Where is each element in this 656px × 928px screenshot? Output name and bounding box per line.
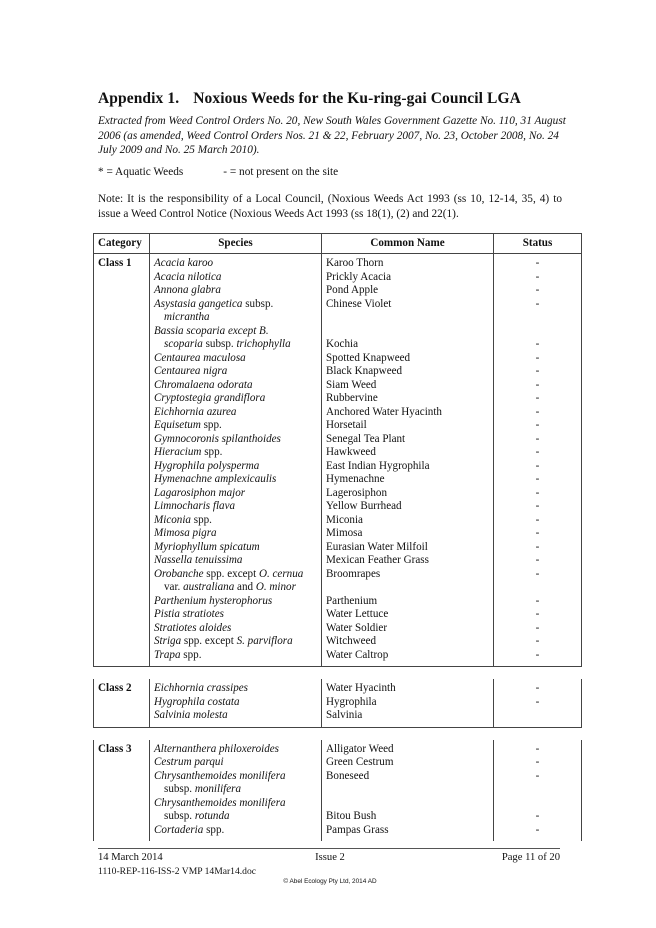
- table-row: [94, 635, 582, 649]
- table-row: [94, 568, 582, 595]
- species-name: [154, 392, 317, 406]
- species-name-part: Bassia scoparia except B.: [154, 324, 269, 337]
- legend-not-present: - = not present on the site: [223, 166, 339, 178]
- species-cell: [150, 527, 322, 541]
- appendix-number: Appendix 1.: [98, 90, 180, 107]
- status-cell: -: [494, 608, 582, 622]
- table-row: [94, 770, 582, 797]
- category-cell: [94, 446, 150, 460]
- species-name-part: spp.: [203, 823, 225, 836]
- status-cell: -: [494, 271, 582, 285]
- category-cell: [94, 487, 150, 501]
- species-name-part: Chromalaena odorata: [154, 378, 253, 391]
- status-cell: -: [494, 568, 582, 595]
- status-cell: -: [494, 740, 582, 757]
- species-name-part: Mimosa pigra: [154, 527, 217, 539]
- species-name-part: Chrysanthemoides monilifera: [154, 796, 286, 809]
- group-spacer: [94, 727, 582, 740]
- status-cell: -: [494, 254, 582, 271]
- category-cell: [94, 527, 150, 541]
- species-name: [154, 608, 317, 622]
- common-name-cell: East Indian Hygrophila: [322, 460, 494, 474]
- category-cell: [94, 325, 150, 352]
- species-cell: [150, 635, 322, 649]
- species-name: [154, 419, 317, 433]
- species-name-continued: [154, 338, 317, 352]
- species-name-part: Parthenium hysterophorus: [154, 594, 273, 607]
- species-name-part: Hymenachne amplexicaulis: [154, 473, 277, 485]
- common-name-cell: Senegal Tea Plant: [322, 433, 494, 447]
- category-cell: [94, 696, 150, 710]
- common-name-cell: Water Caltrop: [322, 649, 494, 667]
- species-name: [154, 379, 317, 393]
- table-row: [94, 473, 582, 487]
- species-cell: [150, 419, 322, 433]
- species-name: [154, 271, 317, 285]
- species-name-part: Chrysanthemoides monilifera: [154, 769, 286, 782]
- table-row: [94, 554, 582, 568]
- species-name-part: Striga: [154, 635, 182, 647]
- group-spacer: [94, 667, 582, 680]
- species-cell: [150, 392, 322, 406]
- table-row: [94, 365, 582, 379]
- table-header-row: [94, 234, 582, 254]
- category-cell: [94, 473, 150, 487]
- status-cell: -: [494, 406, 582, 420]
- common-name-cell: Yellow Burrhead: [322, 500, 494, 514]
- species-cell: [150, 298, 322, 325]
- species-cell: [150, 554, 322, 568]
- species-name-part: Centaurea maculosa: [154, 351, 246, 364]
- species-name-part: Gymnocoronis spilanthoides: [154, 432, 281, 445]
- species-cell: [150, 271, 322, 285]
- species-name-part: Acacia nilotica: [154, 270, 222, 283]
- category-cell: [94, 365, 150, 379]
- species-name: [154, 527, 317, 541]
- species-name-part: subsp.: [242, 297, 274, 310]
- species-cell: [150, 473, 322, 487]
- species-name: [154, 568, 317, 582]
- common-name-cell: Spotted Knapweed: [322, 352, 494, 366]
- status-cell: -: [494, 446, 582, 460]
- common-name-cell: Boneseed: [322, 770, 494, 797]
- category-cell: [94, 595, 150, 609]
- species-name-continued: [154, 783, 317, 797]
- table-row: [94, 756, 582, 770]
- table-row: [94, 271, 582, 285]
- category-cell: [94, 419, 150, 433]
- category-cell: [94, 352, 150, 366]
- status-cell: -: [494, 379, 582, 393]
- category-cell: [94, 554, 150, 568]
- species-name-part: Asystasia gangetica: [154, 297, 243, 310]
- species-cell: [150, 568, 322, 595]
- species-name: [154, 257, 317, 271]
- species-cell: [150, 770, 322, 797]
- status-cell: -: [494, 365, 582, 379]
- species-name: [154, 770, 317, 784]
- species-name-part: Trapa: [154, 648, 181, 661]
- species-cell: [150, 709, 322, 727]
- table-row: [94, 649, 582, 667]
- category-cell: [94, 608, 150, 622]
- table-row: [94, 622, 582, 636]
- footer-divider: [98, 848, 560, 849]
- species-name: [154, 284, 317, 298]
- common-name-cell: Water Soldier: [322, 622, 494, 636]
- common-name-cell: Pampas Grass: [322, 824, 494, 842]
- common-name-cell: Horsetail: [322, 419, 494, 433]
- species-cell: [150, 541, 322, 555]
- header-common-name: Common Name: [322, 234, 494, 254]
- common-name-cell: Salvinia: [322, 709, 494, 727]
- status-cell: -: [494, 541, 582, 555]
- species-name-part: rotunda: [194, 810, 230, 822]
- status-cell: -: [494, 298, 582, 325]
- category-cell: [94, 406, 150, 420]
- species-cell: [150, 740, 322, 757]
- species-name-part: Nassella tenuissima: [154, 554, 243, 566]
- status-cell: -: [494, 473, 582, 487]
- category-cell: [94, 797, 150, 824]
- species-name-part: Cestrum parqui: [154, 756, 224, 768]
- category-cell: [94, 514, 150, 528]
- species-name-part: spp.: [201, 446, 223, 458]
- species-name: [154, 406, 317, 420]
- footer-document-id: 1110-REP-116-ISS-2 VMP 14Mar14.doc: [98, 866, 257, 877]
- status-cell: -: [494, 696, 582, 710]
- species-name: [154, 756, 317, 770]
- table-row: [94, 541, 582, 555]
- species-name: [154, 325, 317, 339]
- species-name-part: Acacia karoo: [154, 257, 214, 269]
- species-cell: [150, 254, 322, 271]
- status-cell: -: [494, 352, 582, 366]
- species-name: [154, 824, 317, 838]
- species-name-part: subsp.: [202, 338, 237, 350]
- species-name-part: subsp.: [164, 810, 195, 822]
- species-name-part: Annona glabra: [154, 284, 221, 296]
- category-cell: [94, 298, 150, 325]
- species-name-part: monilifera: [194, 783, 242, 795]
- species-name-part: scoparia: [164, 338, 203, 350]
- category-cell: Class 3: [94, 740, 150, 757]
- status-cell: -: [494, 649, 582, 667]
- species-name: [154, 554, 317, 568]
- status-cell: -: [494, 392, 582, 406]
- status-cell: -: [494, 419, 582, 433]
- species-cell: [150, 696, 322, 710]
- species-cell: [150, 514, 322, 528]
- table-row: [94, 406, 582, 420]
- status-cell: -: [494, 433, 582, 447]
- common-name-cell: Hymenachne: [322, 473, 494, 487]
- species-name: [154, 433, 317, 447]
- species-name: [154, 622, 317, 636]
- species-name-part: Hygrophila polysperma: [154, 459, 260, 472]
- table-row: [94, 487, 582, 501]
- common-name-cell: Pond Apple: [322, 284, 494, 298]
- common-name-cell: Kochia: [322, 325, 494, 352]
- common-name-cell: Prickly Acacia: [322, 271, 494, 285]
- status-cell: -: [494, 284, 582, 298]
- table-row: [94, 446, 582, 460]
- category-cell: Class 2: [94, 679, 150, 696]
- species-name-part: spp. except: [181, 635, 237, 647]
- common-name-cell: Green Cestrum: [322, 756, 494, 770]
- species-name: [154, 352, 317, 366]
- species-name-part: Myriophyllum spicatum: [154, 540, 260, 553]
- common-name-cell: Miconia: [322, 514, 494, 528]
- table-row: [94, 679, 582, 696]
- species-name-part: spp.: [200, 419, 222, 431]
- source-citation: Extracted from Weed Control Orders No. 20, New South Wales Government Gazette No. 110, 31 August 2006 (as amended, Weed Control Orders Nos. 21 & 22, February 2007, No. 23, October 2008, No. 24 July 2009 and No. 25 March 2010).: [98, 115, 566, 157]
- table-row: [94, 824, 582, 842]
- appendix-title: Noxious Weeds for the Ku-ring-gai Council LGA: [193, 90, 521, 107]
- species-name: [154, 487, 317, 501]
- species-name-continued: [154, 311, 317, 325]
- status-cell: -: [494, 756, 582, 770]
- table-row: [94, 379, 582, 393]
- species-cell: [150, 679, 322, 696]
- category-cell: [94, 284, 150, 298]
- category-cell: [94, 500, 150, 514]
- status-cell: -: [494, 797, 582, 824]
- table-row: [94, 608, 582, 622]
- table-row: [94, 419, 582, 433]
- common-name-cell: Water Hyacinth: [322, 679, 494, 696]
- species-name-part: O. cernua: [258, 567, 304, 580]
- species-cell: [150, 824, 322, 842]
- note-paragraph: Note: It is the responsibility of a Local Council, (Noxious Weeds Act 1993 (ss 10, 12-14, 35, 4) to issue a Weed Control Notice (Noxious Weeds Act 1993 (ss 18(1), (2) and 22(1).: [98, 193, 562, 220]
- species-name-part: Limnocharis flava: [154, 500, 236, 512]
- common-name-cell: Broomrapes: [322, 568, 494, 595]
- species-cell: [150, 649, 322, 667]
- species-cell: [150, 500, 322, 514]
- footer-issue: Issue 2: [315, 852, 345, 863]
- status-cell: [494, 709, 582, 727]
- species-name: [154, 649, 317, 663]
- table-row: [94, 254, 582, 271]
- species-cell: [150, 608, 322, 622]
- species-cell: [150, 797, 322, 824]
- species-cell: [150, 433, 322, 447]
- table-row: [94, 696, 582, 710]
- species-name-part: S. parviflora: [236, 635, 293, 647]
- common-name-cell: Hawkweed: [322, 446, 494, 460]
- table-row: [94, 298, 582, 325]
- species-name-part: Centaurea nigra: [154, 365, 228, 377]
- table-row: [94, 797, 582, 824]
- species-name-part: var.: [164, 581, 184, 593]
- species-name-part: Salvinia molesta: [154, 709, 228, 721]
- species-name-part: micrantha: [164, 311, 210, 323]
- status-cell: -: [494, 622, 582, 636]
- common-name-cell: Black Knapweed: [322, 365, 494, 379]
- species-cell: [150, 379, 322, 393]
- category-cell: [94, 460, 150, 474]
- table-body: [94, 254, 582, 842]
- species-name-part: Eichhornia crassipes: [154, 682, 248, 694]
- status-cell: -: [494, 679, 582, 696]
- status-cell: -: [494, 514, 582, 528]
- category-cell: Class 1: [94, 254, 150, 271]
- category-cell: [94, 709, 150, 727]
- category-cell: [94, 770, 150, 797]
- species-name-part: spp.: [180, 648, 202, 661]
- species-name: [154, 682, 317, 696]
- common-name-cell: Alligator Weed: [322, 740, 494, 757]
- status-cell: -: [494, 595, 582, 609]
- table-row: [94, 709, 582, 727]
- status-cell: -: [494, 460, 582, 474]
- status-cell: -: [494, 325, 582, 352]
- species-name-part: Eichhornia azurea: [154, 405, 237, 418]
- category-cell: [94, 635, 150, 649]
- species-cell: [150, 622, 322, 636]
- species-cell: [150, 284, 322, 298]
- species-name-part: spp. except: [203, 567, 259, 580]
- common-name-cell: Mexican Feather Grass: [322, 554, 494, 568]
- status-cell: -: [494, 554, 582, 568]
- table-row: [94, 460, 582, 474]
- species-name-part: Stratiotes aloides: [154, 621, 232, 634]
- species-cell: [150, 595, 322, 609]
- footer-date: 14 March 2014: [98, 852, 163, 863]
- species-name-part: O. minor: [255, 581, 296, 593]
- table-row: [94, 284, 582, 298]
- species-name-continued: [154, 810, 317, 824]
- category-cell: [94, 756, 150, 770]
- species-name-part: Cortaderia: [154, 823, 204, 836]
- table-row: [94, 392, 582, 406]
- species-name: [154, 500, 317, 514]
- species-cell: [150, 487, 322, 501]
- species-name: [154, 541, 317, 555]
- common-name-cell: Rubbervine: [322, 392, 494, 406]
- table-row: [94, 514, 582, 528]
- status-cell: -: [494, 500, 582, 514]
- table-row: [94, 595, 582, 609]
- common-name-cell: Hygrophila: [322, 696, 494, 710]
- species-cell: [150, 756, 322, 770]
- common-name-cell: Chinese Violet: [322, 298, 494, 325]
- table-row: [94, 325, 582, 352]
- category-cell: [94, 379, 150, 393]
- species-name-part: trichophylla: [236, 338, 291, 350]
- species-name-continued: [154, 581, 317, 595]
- status-cell: -: [494, 527, 582, 541]
- species-name-part: Hygrophila costata: [154, 695, 240, 708]
- category-cell: [94, 622, 150, 636]
- species-name: [154, 298, 317, 312]
- species-name: [154, 797, 317, 811]
- category-cell: [94, 541, 150, 555]
- species-name: [154, 709, 317, 723]
- common-name-cell: Anchored Water Hyacinth: [322, 406, 494, 420]
- footer-page-number: Page 11 of 20: [501, 852, 560, 863]
- species-cell: [150, 325, 322, 352]
- table-row: [94, 433, 582, 447]
- species-name-part: Cryptostegia grandiflora: [154, 392, 266, 404]
- table-row: [94, 527, 582, 541]
- status-cell: -: [494, 770, 582, 797]
- species-name-part: Hieracium: [154, 446, 202, 458]
- species-name-part: Miconia: [154, 513, 191, 526]
- species-name-part: australiana: [183, 581, 235, 593]
- species-cell: [150, 365, 322, 379]
- species-name-part: subsp.: [164, 783, 195, 795]
- common-name-cell: Parthenium: [322, 595, 494, 609]
- common-name-cell: Witchweed: [322, 635, 494, 649]
- appendix-heading: [98, 90, 568, 108]
- species-cell: [150, 446, 322, 460]
- species-name: [154, 460, 317, 474]
- category-cell: [94, 649, 150, 667]
- table-row: [94, 352, 582, 366]
- legend: [98, 166, 338, 178]
- status-cell: -: [494, 635, 582, 649]
- header-status: Status: [494, 234, 582, 254]
- species-name: [154, 743, 317, 757]
- table-row: [94, 740, 582, 757]
- noxious-weeds-table: [93, 233, 582, 841]
- category-cell: [94, 392, 150, 406]
- species-name: [154, 473, 317, 487]
- common-name-cell: Lagerosiphon: [322, 487, 494, 501]
- table-row: [94, 500, 582, 514]
- common-name-cell: Siam Weed: [322, 379, 494, 393]
- species-cell: [150, 352, 322, 366]
- header-category: Category: [94, 234, 150, 254]
- species-name-part: Alternanthera philoxeroides: [154, 742, 279, 755]
- species-name: [154, 635, 317, 649]
- category-cell: [94, 824, 150, 842]
- common-name-cell: Bitou Bush: [322, 797, 494, 824]
- species-name-part: Pistia stratiotes: [154, 608, 224, 620]
- common-name-cell: Karoo Thorn: [322, 254, 494, 271]
- species-name: [154, 595, 317, 609]
- category-cell: [94, 433, 150, 447]
- species-name: [154, 696, 317, 710]
- species-name-part: Lagarosiphon major: [154, 486, 246, 499]
- species-name-part: and: [234, 581, 256, 593]
- common-name-cell: Water Lettuce: [322, 608, 494, 622]
- status-cell: -: [494, 487, 582, 501]
- common-name-cell: Mimosa: [322, 527, 494, 541]
- species-name-part: spp.: [190, 513, 212, 526]
- species-cell: [150, 406, 322, 420]
- category-cell: [94, 568, 150, 595]
- status-cell: -: [494, 824, 582, 842]
- legend-aquatic: * = Aquatic Weeds: [98, 166, 184, 178]
- species-name-part: Equisetum: [154, 419, 201, 431]
- species-name: [154, 365, 317, 379]
- common-name-cell: Eurasian Water Milfoil: [322, 541, 494, 555]
- species-name: [154, 446, 317, 460]
- species-cell: [150, 460, 322, 474]
- species-name-part: Orobanche: [154, 567, 204, 580]
- header-species: Species: [150, 234, 322, 254]
- species-name: [154, 514, 317, 528]
- footer-copyright: © Abel Ecology Pty Ltd, 2014 AD: [283, 878, 377, 885]
- category-cell: [94, 271, 150, 285]
